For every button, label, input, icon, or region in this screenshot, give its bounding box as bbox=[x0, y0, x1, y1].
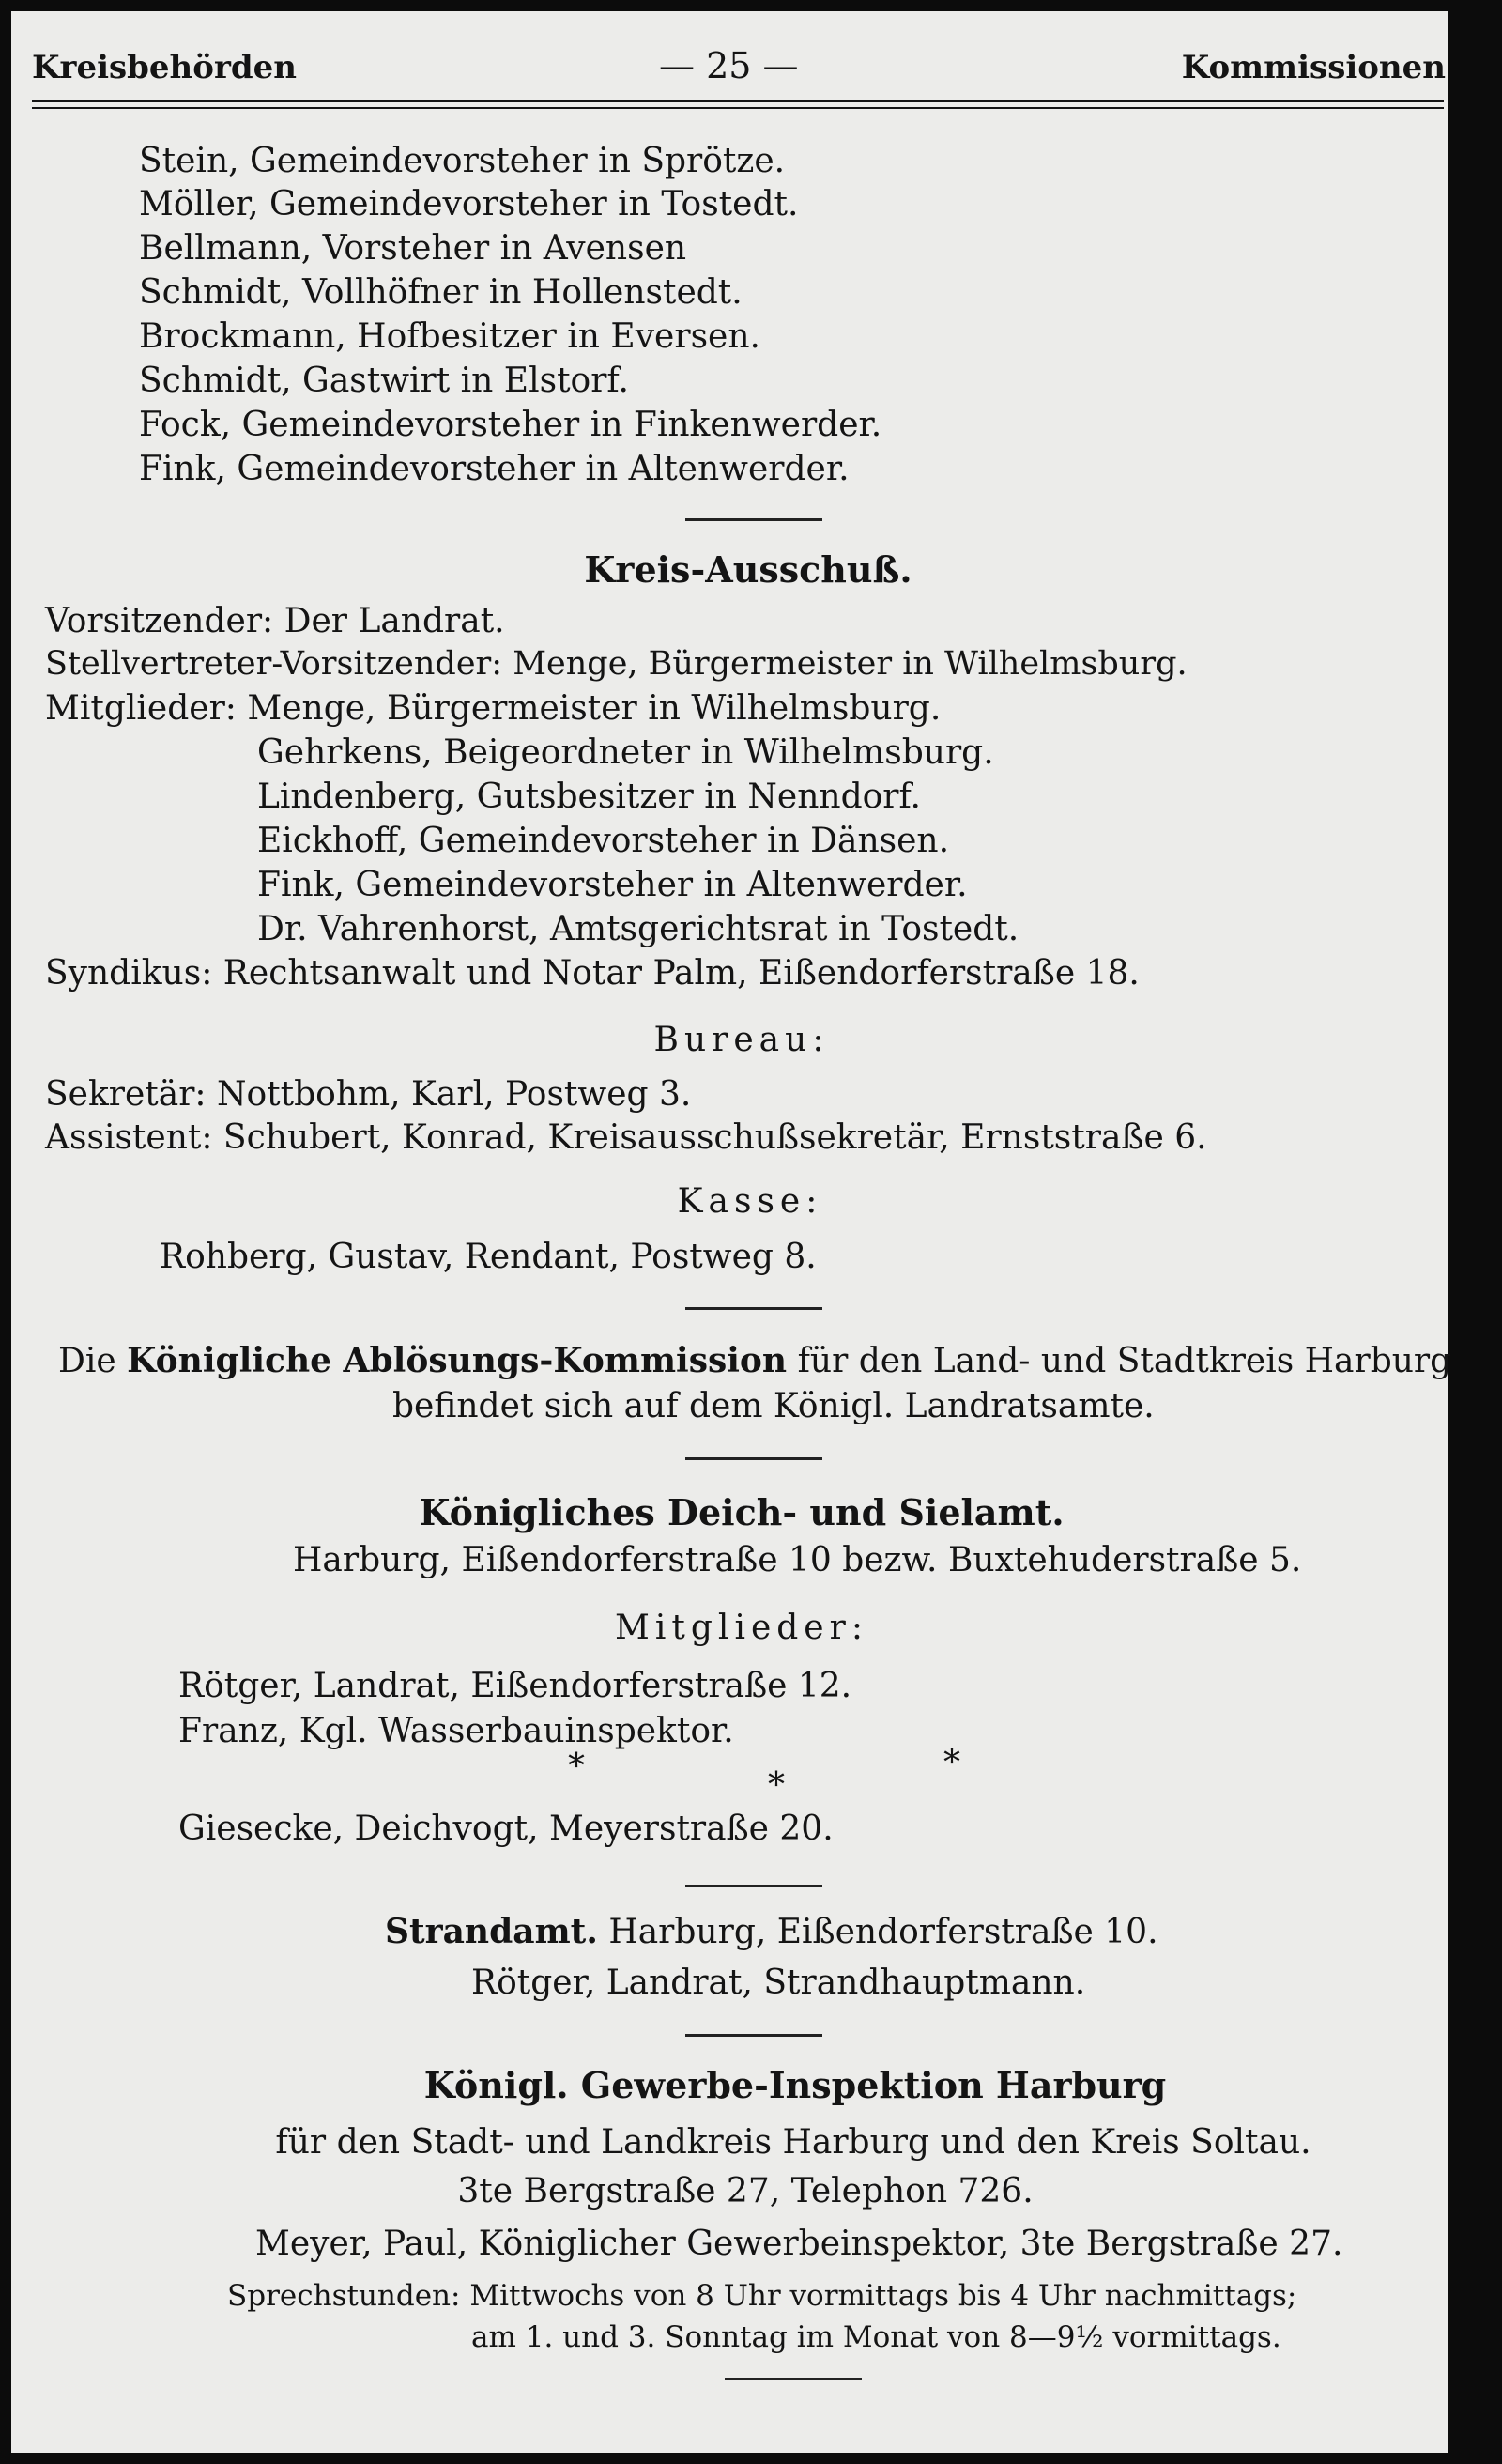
section-separator bbox=[685, 1307, 822, 1310]
kasse-line: Rohberg, Gustav, Rendant, Postweg 8. bbox=[160, 1238, 817, 1276]
section-title: Königliches Deich- und Sielamt. bbox=[419, 1491, 1065, 1533]
section-separator bbox=[685, 1457, 822, 1460]
subheading: Kasse: bbox=[677, 1182, 823, 1221]
abloesung-line-2: befindet sich auf dem Königl. Landratsamte. bbox=[392, 1387, 1155, 1425]
assistent-line: Assistent: Schubert, Konrad, Kreisausschußsekretär, Ernststraße 6. bbox=[45, 1118, 1207, 1157]
list-item: Fink, Gemeindevorsteher in Altenwerder. bbox=[139, 450, 850, 488]
gewerbe-line-2: 3te Bergstraße 27, Telephon 726. bbox=[457, 2172, 1034, 2210]
syndikus-line: Syndikus: Rechtsanwalt und Notar Palm, Eißendorferstraße 18. bbox=[45, 954, 1140, 993]
asterisk-mark: * bbox=[568, 1748, 585, 1786]
list-item: Schmidt, Gastwirt in Elstorf. bbox=[139, 362, 629, 400]
list-item: Stein, Gemeindevorsteher in Sprötze. bbox=[139, 142, 786, 180]
list-item: Schmidt, Vollhöfner in Hollenstedt. bbox=[139, 273, 743, 312]
abloesung-suffix: für den Land- und Stadtkreis Harburg bbox=[797, 1342, 1452, 1380]
section-separator bbox=[725, 2378, 862, 2380]
sekretaer-line: Sekretär: Nottbohm, Karl, Postweg 3. bbox=[45, 1075, 692, 1114]
section-separator bbox=[685, 518, 822, 521]
list-item: Bellmann, Vorsteher in Avensen bbox=[139, 229, 687, 268]
header-rule bbox=[32, 100, 1444, 102]
abloesung-name: Königliche Ablösungs-Kommission bbox=[127, 1341, 788, 1380]
abloesung-prefix: Die bbox=[58, 1342, 116, 1380]
list-item: Lindenberg, Gutsbesitzer in Nenndorf. bbox=[257, 778, 921, 816]
header-rule-thin bbox=[32, 107, 1444, 109]
list-item: Gehrkens, Beigeordneter in Wilhelmsburg. bbox=[257, 733, 994, 772]
list-item: Eickhoff, Gemeindevorsteher in Dänsen. bbox=[257, 822, 950, 860]
strandamt-title: Strandamt. bbox=[385, 1912, 598, 1951]
mitglieder-line: Mitglieder: Menge, Bürgermeister in Wilhelmsburg. bbox=[45, 689, 942, 728]
section-title: Königl. Gewerbe-Inspektion Harburg bbox=[423, 2064, 1167, 2106]
list-item: Möller, Gemeindevorsteher in Tostedt. bbox=[139, 185, 799, 223]
document-page bbox=[11, 11, 1452, 2453]
list-item: Rötger, Landrat, Eißendorferstraße 12. bbox=[178, 1667, 852, 1705]
deichamt-address: Harburg, Eißendorferstraße 10 bezw. Buxtehuderstraße 5. bbox=[293, 1541, 1302, 1579]
list-item: Dr. Vahrenhorst, Amtsgerichtsrat in Tostedt. bbox=[257, 910, 1019, 948]
section-separator bbox=[685, 1885, 822, 1887]
abloesung-line bbox=[58, 1343, 1451, 1380]
sprechstunden-line: Sprechstunden: Mittwochs von 8 Uhr vormittags bis 4 Uhr nachmittags; bbox=[227, 2279, 1297, 2313]
list-item: Brockmann, Hofbesitzer in Eversen. bbox=[139, 317, 760, 356]
subheading: Mitglieder: bbox=[615, 1609, 868, 1647]
list-item: Fink, Gemeindevorsteher in Altenwerder. bbox=[257, 866, 968, 904]
list-item: Fock, Gemeindevorsteher in Finkenwerder. bbox=[139, 406, 882, 444]
sprechstunden-line-2: am 1. und 3. Sonntag im Monat von 8—9½ vormittags. bbox=[471, 2320, 1281, 2354]
page-number: — 25 — bbox=[659, 45, 799, 86]
running-header-right: Kommissionen bbox=[1181, 49, 1446, 86]
subheading: Bureau: bbox=[653, 1021, 830, 1059]
section-separator bbox=[685, 2034, 822, 2037]
vorsitzender-line: Vorsitzender: Der Landrat. bbox=[45, 602, 505, 640]
list-item: Franz, Kgl. Wasserbauinspektor. bbox=[178, 1712, 734, 1750]
section-title: Kreis-Ausschuß. bbox=[584, 548, 912, 591]
gewerbe-line-1: für den Stadt- und Landkreis Harburg und den Kreis Soltau. bbox=[275, 2123, 1311, 2162]
strandamt-line bbox=[385, 1914, 1158, 1951]
asterisk-mark: * bbox=[768, 1766, 785, 1805]
asterisk-mark: * bbox=[943, 1744, 960, 1782]
gewerbe-line-3: Meyer, Paul, Königlicher Gewerbeinspektor, 3te Bergstraße 27. bbox=[255, 2225, 1343, 2263]
strandamt-address: Harburg, Eißendorferstraße 10. bbox=[608, 1913, 1158, 1951]
running-header-left: Kreisbehörden bbox=[32, 49, 297, 86]
list-item: Giesecke, Deichvogt, Meyerstraße 20. bbox=[178, 1810, 834, 1848]
stellvertreter-line: Stellvertreter-Vorsitzender: Menge, Bürgermeister in Wilhelmsburg. bbox=[45, 645, 1188, 683]
strandamt-line-2: Rötger, Landrat, Strandhauptmann. bbox=[471, 1964, 1086, 2002]
